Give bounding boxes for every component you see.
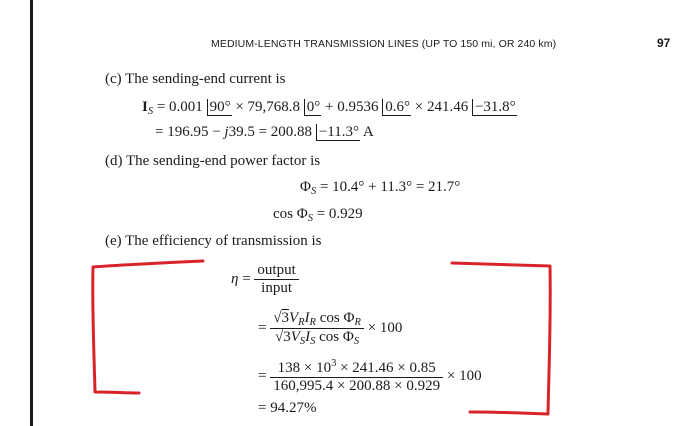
phase-angle-value: = 10.4° + 11.3° = 21.7° xyxy=(316,179,461,195)
phi-symbol: Φ xyxy=(300,179,311,195)
num-part-b: × 241.46 × 0.85 xyxy=(336,359,436,376)
num-part-a: 138 × 10 xyxy=(277,359,332,376)
result-mid: 39.5 = 200.88 xyxy=(228,124,316,140)
multiply-100-b: × 100 xyxy=(446,367,482,384)
eq-text-3: + 0.9536 xyxy=(321,99,383,115)
equals-2: = xyxy=(258,320,267,337)
part-c-heading: (c) The sending-end current is xyxy=(105,71,286,87)
left-red-bracket xyxy=(93,261,203,393)
num-i: I xyxy=(304,310,310,326)
den-v: V xyxy=(290,329,300,346)
j-operator: j xyxy=(224,124,229,140)
num-v: V xyxy=(288,310,299,326)
num-cos-sub: R xyxy=(354,317,361,329)
result-pre: = 196.95 − xyxy=(155,124,225,140)
den-cos-sub: S xyxy=(353,336,360,348)
angle-3: 0.6° xyxy=(382,99,411,116)
numeric-denominator: 160,995.4 × 200.88 × 0.929 xyxy=(273,377,441,394)
den-i-sub: S xyxy=(310,336,316,348)
input-label: input xyxy=(261,280,293,296)
den-i: I xyxy=(305,329,311,346)
right-red-bracket xyxy=(452,263,550,414)
output-label: output xyxy=(254,262,298,280)
page-number: 97 xyxy=(657,36,671,50)
receiving-power: $√3V_RI_R$ $\cos \Phi_R$ xyxy=(270,310,364,329)
angle-2: 0° xyxy=(304,99,322,116)
num-exponent: 3 xyxy=(331,358,337,369)
num-cos: cos Φ xyxy=(315,310,355,326)
equals-1: = xyxy=(242,270,251,287)
den-v-sub: S xyxy=(299,336,306,348)
result-angle: −11.3° xyxy=(316,124,360,141)
eta-symbol: η xyxy=(231,270,239,287)
running-header: MEDIUM-LENGTH TRANSMISSION LINES (UP TO 150 mi, OR 240 km) xyxy=(211,38,557,50)
result-unit: A xyxy=(359,124,374,140)
cos-phi: cos Φ xyxy=(273,206,308,222)
eq-text-1: = 0.001 xyxy=(153,99,207,115)
cos-subscript: S xyxy=(307,213,313,225)
current-subscript: S xyxy=(147,106,154,118)
num-v-sub: R xyxy=(298,317,305,329)
sending-power: $√3V_SI_S$ $\cos \Phi_S$ xyxy=(274,329,360,348)
multiply-100-a: × 100 xyxy=(367,320,403,337)
num-i-sub: R xyxy=(309,317,316,329)
eq-text-4: × 241.46 xyxy=(411,99,472,115)
equals-3: = xyxy=(258,367,267,384)
phi-subscript: S xyxy=(310,186,317,198)
part-d-heading: (d) The sending-end power factor is xyxy=(105,153,321,169)
power-factor-value: = 0.929 xyxy=(312,206,363,222)
angle-1: 90° xyxy=(207,99,232,116)
den-root: 3 xyxy=(283,329,291,346)
part-e-heading: (e) The efficiency of transmission is xyxy=(105,233,322,249)
efficiency-result: = 94.27% xyxy=(258,400,317,416)
den-cos: cos Φ xyxy=(315,329,354,346)
current-symbol: I xyxy=(142,99,148,115)
eq-text-2: × 79,768.8 xyxy=(231,99,304,115)
angle-4: −31.8° xyxy=(472,99,517,116)
num-root: 3 xyxy=(281,310,289,326)
